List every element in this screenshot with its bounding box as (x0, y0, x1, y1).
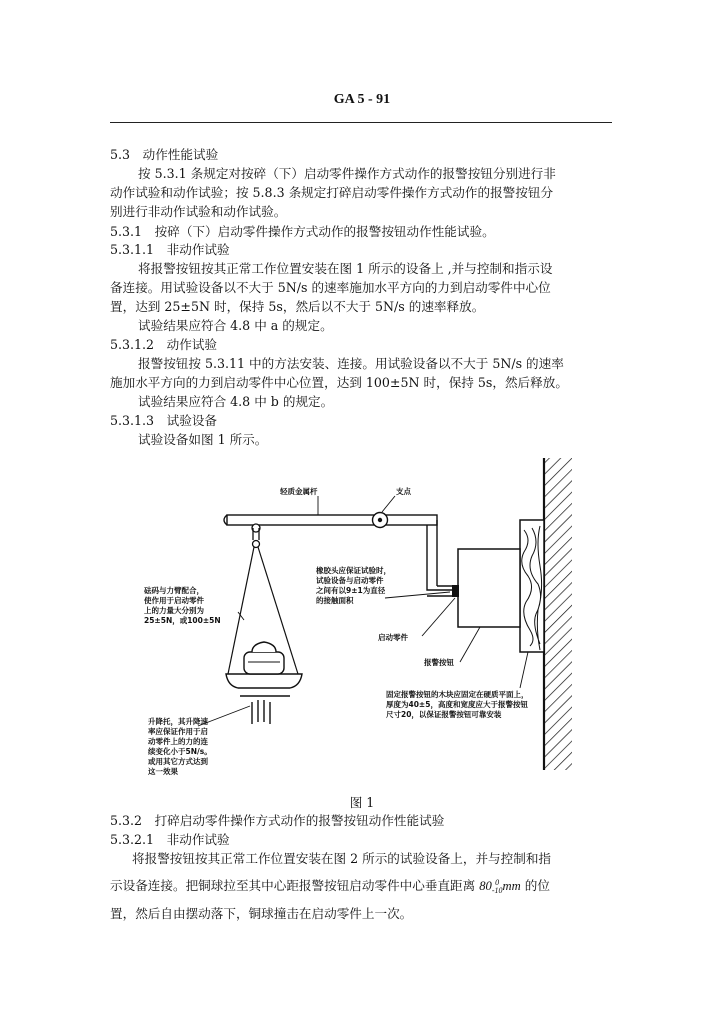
weight-pan (226, 674, 302, 688)
label-rubber: 橡胶头应保证试验时， (316, 566, 391, 575)
rubber-head (452, 585, 459, 597)
label-fulcrum: 支点 (396, 487, 411, 496)
label-rubber: 之间有以9±1为直径 (316, 586, 386, 595)
paragraph-line: 备连接。用试验设备以不大于 5N/s 的速率施加水平方向的力到启动零件中心位 (110, 280, 551, 295)
paragraph-text: 的位 (524, 878, 550, 893)
light-metal-lever (227, 515, 437, 525)
paragraph-line: 试验设备如图 1 所示。 (138, 432, 268, 447)
label-wood-block: 固定报警按钮的木块应固定在硬质平面上， (386, 690, 529, 699)
section-heading: 5.3.1.3 试验设备 (110, 413, 218, 428)
paragraph-line: 别进行非动作试验和动作试验。 (110, 204, 287, 219)
label-wood-block: 厚度为40±5，高度和宽度应大于报警按钮 (386, 700, 528, 709)
paragraph-line: 报警按钮按 5.3.11 中的方法安装、连接。用试验设备以不大于 5N/s 的速率 (138, 356, 564, 371)
section-heading: 5.3 动作性能试验 (110, 147, 219, 162)
label-lift: 动零件上的力的连 (148, 737, 208, 746)
paragraph-text: 示设备连接。把铜球拉至其中心距报警按钮启动零件中心垂直距离 (110, 878, 476, 893)
paragraph-line: 按 5.3.1 条规定对按碎（下）启动零件操作方式动作的报警按钮分别进行非 (138, 166, 556, 181)
label-weight: 上的力量大分别为 (144, 606, 204, 615)
paragraph-line: 试验结果应符合 4.8 中 a 的规定。 (138, 318, 333, 333)
paragraph-line: 动作试验和动作试验；按 5.8.3 条规定打碎启动零件操作方式动作的报警按钮分 (110, 185, 554, 200)
paragraph-line: 试验结果应符合 4.8 中 b 的规定。 (138, 394, 334, 409)
page-header: GA 5 - 91 (333, 92, 391, 107)
section-heading: 5.3.2 打碎启动零件操作方式动作的报警按钮动作性能试验 (110, 813, 445, 828)
label-alarm-button: 报警按钮 (424, 658, 454, 667)
paragraph-line: 置，然后自由摆动落下，铜球撞击在启动零件上一次。 (110, 906, 413, 921)
paragraph-line (110, 877, 550, 895)
section-heading: 5.3.1.2 动作试验 (110, 337, 218, 352)
label-rubber: 的接触面积 (316, 596, 354, 605)
label-weight: 25±5N，或100±5N (144, 616, 221, 625)
label-lift: 或用其它方式达到 (148, 757, 208, 766)
tolerance-value: 80 0 -10 mm (479, 878, 521, 896)
label-start-part: 启动零件 (378, 633, 408, 642)
label-lift: 率应保证作用于启 (148, 727, 208, 736)
section-heading: 5.3.1.1 非动作试验 (110, 242, 230, 257)
alarm-button-box (458, 549, 520, 627)
figure-caption: 图 1 (349, 795, 375, 810)
wall-hatching (544, 458, 572, 770)
label-weight: 使作用于启动零件 (144, 596, 204, 605)
label-lift: 升降托，其升降速 (148, 717, 208, 726)
paragraph-line: 将报警按钮按其正常工作位置安装在图 1 所示的设备上 ,并与控制和指示设 (138, 261, 553, 276)
paragraph-line: 置，达到 25±5N 时，保持 5s，然后以不大于 5N/s 的速率释放。 (110, 299, 485, 314)
label-wood-block: 尺寸20，以保证报警按钮可靠安装 (386, 710, 502, 719)
label-rubber: 试验设备与启动零件 (316, 576, 384, 585)
paragraph-line: 施加水平方向的力到启动零件中心位置，达到 100±5N 时，保持 5s，然后释放。 (110, 375, 568, 390)
label-lever: 轻质金属杆 (280, 487, 318, 496)
section-heading: 5.3.2.1 非动作试验 (110, 832, 230, 847)
paragraph-line: 将报警按钮按其正常工作位置安装在图 2 所示的试验设备上，并与控制和指 (132, 851, 552, 866)
label-lift: 这一效果 (148, 767, 178, 776)
section-heading: 5.3.1 按碎（下）启动零件操作方式动作的报警按钮动作性能试验。 (110, 224, 495, 239)
weight-block (244, 652, 284, 674)
label-weight: 砝码与力臂配合， (144, 586, 204, 595)
label-lift: 续变化小于5N/s。 (148, 747, 212, 756)
